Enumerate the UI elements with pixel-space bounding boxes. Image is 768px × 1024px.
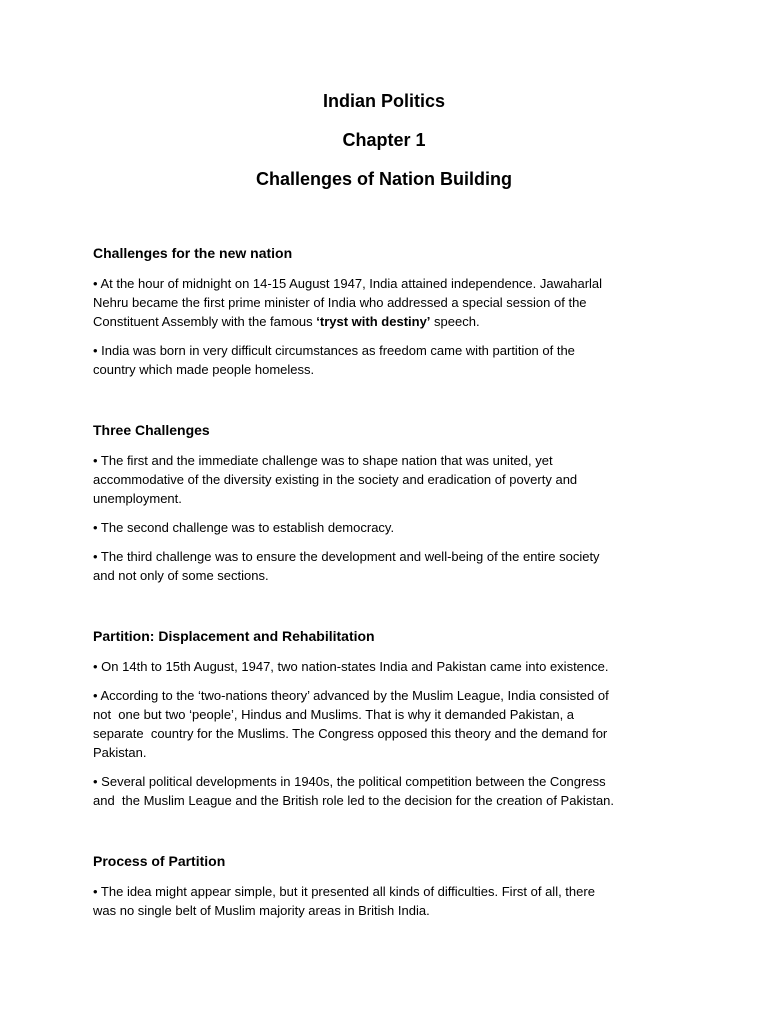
section-heading: Partition: Displacement and Rehabilitation (93, 628, 375, 644)
paragraph-line: unemployment. (93, 491, 182, 506)
paragraph-line: Nehru became the first prime minister of India who addressed a special session of the (93, 295, 587, 310)
bullet-paragraph (93, 772, 733, 810)
paragraph-line: • At the hour of midnight on 14-15 August 1947, India attained independence. Jawaharlal (93, 276, 603, 291)
section-partition-displacement-rehabilitation (93, 626, 733, 820)
section-heading: Three Challenges (93, 422, 210, 438)
paragraph-line: • India was born in very difficult circumstances as freedom came with partition of the (93, 343, 575, 358)
paragraph-line: accommodative of the diversity existing in the society and eradication of poverty and (93, 472, 578, 487)
paragraph-line: was no single belt of Muslim majority areas in British India. (93, 903, 430, 918)
paragraph-line: • According to the ‘two-nations theory’ advanced by the Muslim League, India consisted of (93, 688, 609, 703)
paragraph-line: • The idea might appear simple, but it presented all kinds of difficulties. First of all, there (93, 884, 595, 899)
paragraph-line: • The second challenge was to establish democracy. (93, 520, 395, 535)
section-challenges-for-new-nation (93, 243, 733, 389)
paragraph-line: • On 14th to 15th August, 1947, two nation-states India and Pakistan came into existence. (93, 659, 609, 674)
section-heading: Process of Partition (93, 853, 226, 869)
line-text: Constituent Assembly with the famous (93, 314, 317, 329)
bullet-paragraph (93, 274, 733, 331)
section-three-challenges (93, 420, 733, 595)
paragraph-line: • Several political developments in 1940s, the political competition between the Congress (93, 774, 606, 789)
paragraph-line: • The third challenge was to ensure the development and well-being of the entire society (93, 549, 600, 564)
paragraph-line: and the Muslim League and the British role led to the decision for the creation of Pakistan. (93, 793, 615, 808)
paragraph-line: separate country for the Muslims. The Congress opposed this theory and the demand for (93, 726, 608, 741)
document-title: Indian Politics (322, 91, 446, 111)
bullet-paragraph (93, 341, 733, 379)
line-text: speech. (430, 314, 480, 329)
document-body (93, 243, 733, 930)
bullet-paragraph (93, 518, 733, 537)
bullet-paragraph (93, 547, 733, 585)
paragraph-line: not one but two ‘people’, Hindus and Muslims. That is why it demanded Pakistan, a (93, 707, 575, 722)
chapter-title: Challenges of Nation Building (256, 169, 512, 189)
document-title-block (0, 82, 768, 199)
bullet-paragraph (93, 657, 733, 676)
bullet-paragraph (93, 882, 733, 920)
paragraph-line: country which made people homeless. (93, 362, 315, 377)
bullet-paragraph (93, 686, 733, 762)
paragraph-line (93, 312, 733, 331)
emphasized-quote: ‘tryst with destiny’ (316, 314, 431, 329)
section-process-of-partition (93, 851, 733, 930)
paragraph-line: Pakistan. (93, 745, 147, 760)
paragraph-line: and not only of some sections. (93, 568, 269, 583)
bullet-paragraph (93, 451, 733, 508)
paragraph-line: • The first and the immediate challenge was to shape nation that was united, yet (93, 453, 553, 468)
chapter-number: Chapter 1 (342, 130, 426, 150)
section-heading: Challenges for the new nation (93, 245, 293, 261)
